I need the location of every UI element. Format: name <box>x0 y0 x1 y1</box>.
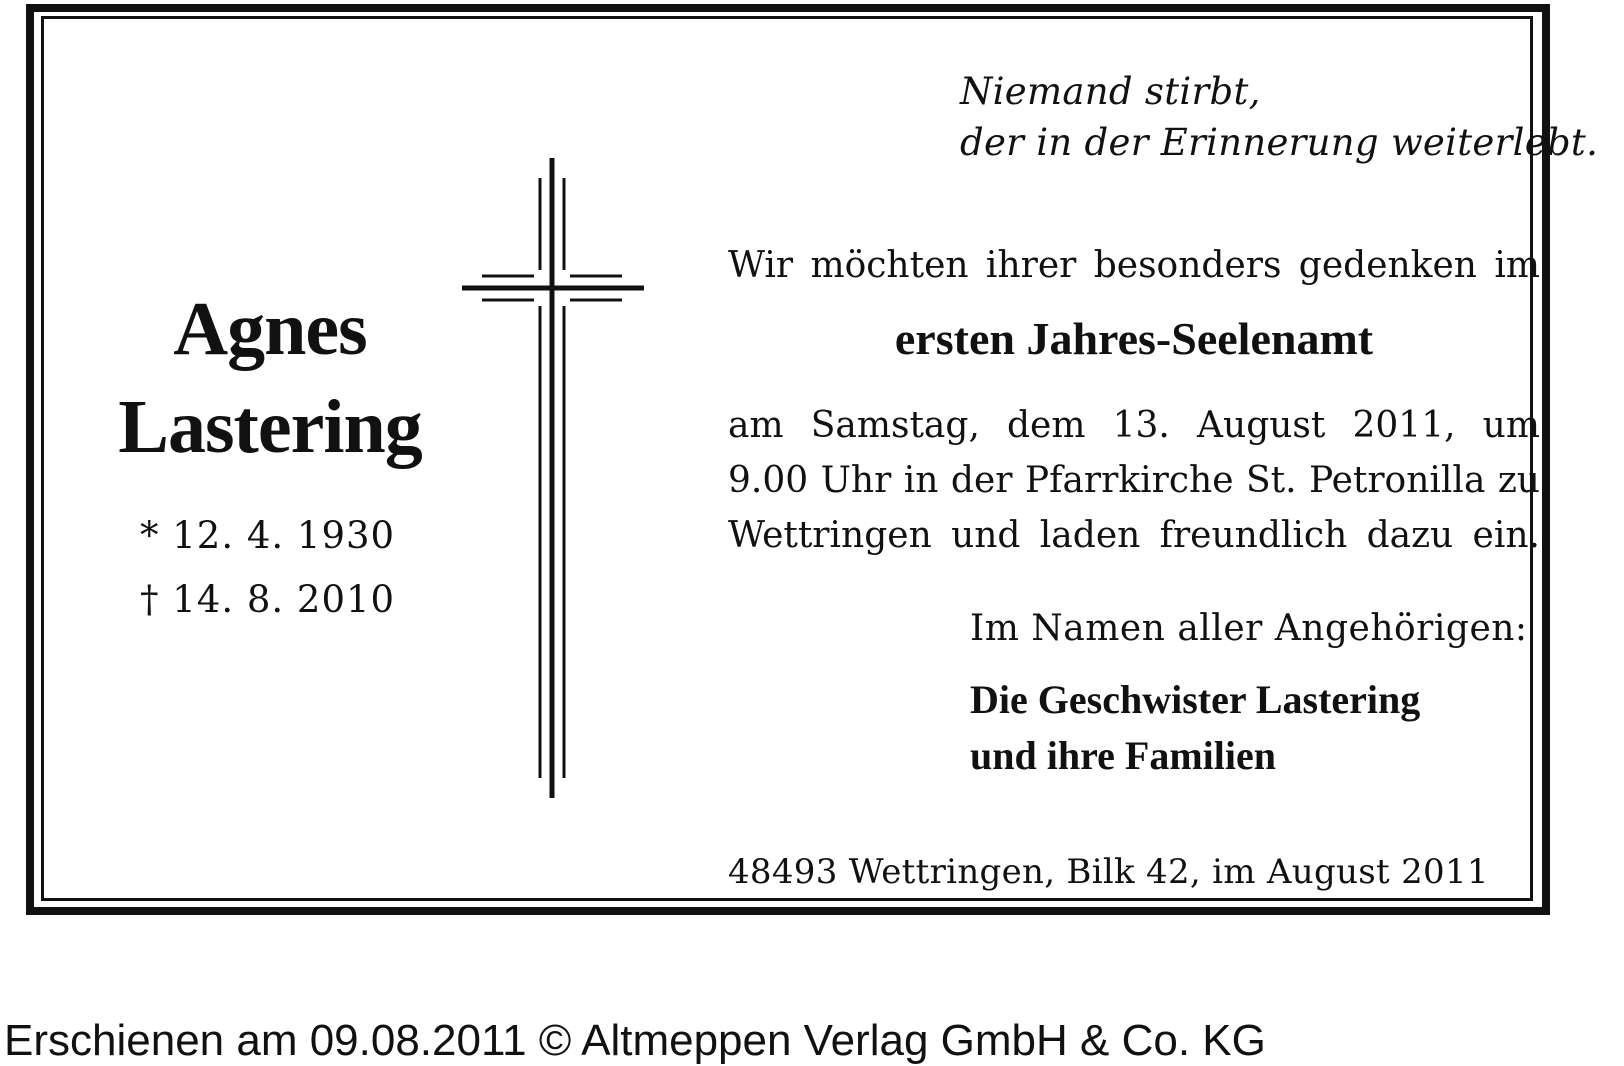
deceased-first-name: Agnes <box>173 287 367 371</box>
signature-line-2: und ihre Familien <box>970 733 1276 778</box>
motto <box>960 66 1598 168</box>
motto-line-1: Niemand stirbt, <box>960 70 1261 113</box>
memorial-heading: ersten Jahres-Seelenamt <box>894 313 1374 364</box>
service-details-line-1: am Samstag, dem 13. August 2011, um <box>728 405 1540 446</box>
signature-intro: Im Namen aller Angehörigen: <box>970 608 1528 649</box>
cross-icon <box>462 158 652 798</box>
death-date: † 14. 8. 2010 <box>140 578 396 621</box>
service-details-line-3: Wettringen und laden freundlich dazu ein. <box>728 515 1540 556</box>
birth-date: * 12. 4. 1930 <box>140 514 396 557</box>
deceased-last-name: Lastering <box>118 385 422 469</box>
signature-line-1: Die Geschwister Lastering <box>970 677 1421 722</box>
signature-names <box>970 672 1420 784</box>
motto-line-2: der in der Erinnerung weiterlebt. <box>960 121 1599 164</box>
service-details <box>728 398 1540 563</box>
publication-credit: Erschienen am 09.08.2011 © Altmeppen Verlag GmbH & Co. KG <box>4 1016 1266 1065</box>
service-details-line-2: 9.00 Uhr in der Pfarrkirche St. Petronilla zu <box>728 460 1540 501</box>
address-line: 48493 Wettringen, Bilk 42, im August 2011 <box>728 852 1489 892</box>
memorial-intro: Wir möchten ihrer besonders gedenken im <box>728 245 1540 286</box>
